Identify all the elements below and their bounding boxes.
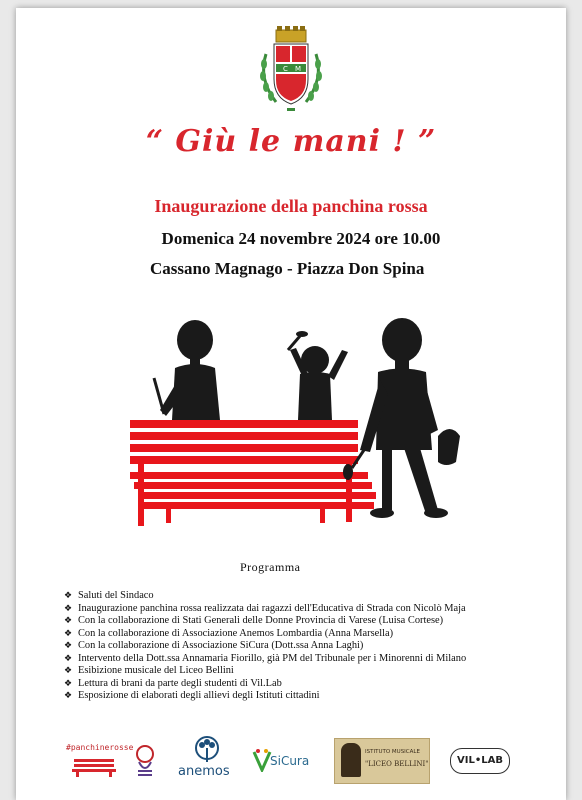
diamond-bullet-icon: ❖	[64, 677, 73, 688]
program-item	[64, 627, 466, 640]
diamond-bullet-icon: ❖	[64, 602, 73, 613]
red-bench-illustration	[120, 310, 480, 540]
program-item-text: Con la collaborazione di Stati Generali delle Donne Provincia di Varese (Luisa Cortese)	[78, 615, 444, 626]
program-item	[64, 689, 466, 702]
program-item	[64, 652, 466, 665]
program-item	[64, 602, 466, 615]
program-item-text: Inaugurazione panchina rossa realizzata dai ragazzi dell'Educativa di Strada con Nicolò Maja	[78, 602, 466, 614]
program-title: Programma	[240, 560, 301, 574]
event-date-time: Domenica 24 novembre 2024 ore 10.00	[161, 229, 441, 248]
diamond-bullet-icon: ❖	[64, 640, 73, 650]
event-headline: Inaugurazione della panchina rossa	[154, 196, 428, 216]
anemos-logo: anemos	[178, 736, 238, 784]
left-child-silhouette	[154, 320, 220, 420]
diamond-bullet-icon: ❖	[64, 665, 73, 675]
program-list	[64, 589, 466, 702]
program-item-text: Con la collaborazione di Associazione SiCura (Dott.ssa Anna Laghi)	[78, 640, 364, 651]
diamond-bullet-icon: ❖	[64, 590, 73, 600]
tree-icon	[192, 736, 222, 764]
slogan-title: “ Giù le mani ! ”	[145, 124, 437, 159]
portrait-icon	[341, 743, 361, 777]
program-item	[64, 614, 466, 627]
town-crest-icon	[256, 24, 326, 112]
diamond-bullet-icon: ❖	[64, 627, 73, 638]
liceo-bellini-logo: ISTITUTO MUSICALE "LICEO BELLINI"	[334, 738, 430, 784]
program-item-text: Esposizione di elaborati degli allievi degli Istituti cittadini	[78, 690, 320, 701]
diamond-bullet-icon: ❖	[64, 652, 73, 663]
program-item	[64, 589, 466, 602]
program-item	[64, 677, 466, 690]
stati-generali-donne-logo	[134, 744, 156, 778]
diamond-bullet-icon: ❖	[64, 615, 73, 625]
event-place: Cassano Magnago - Piazza Don Spina	[150, 259, 425, 278]
diamond-bullet-icon: ❖	[64, 690, 73, 700]
sicura-mark-icon	[252, 748, 272, 772]
sicura-logo: SiCura	[252, 742, 312, 778]
middle-child-silhouette	[288, 331, 348, 420]
small-bench-icon	[72, 755, 116, 777]
crest-letter-right: M	[295, 65, 302, 73]
program-item-text: Intervento della Dott.ssa Annamaria Fiorillo, già PM del Tribunale per i Minorenni di Milano	[78, 652, 467, 664]
program-item-text: Lettura di brani da parte degli studenti di Vil.Lab	[78, 677, 282, 689]
program-item-text: Con la collaborazione di Associazione Anemos Lombardia (Anna Marsella)	[78, 627, 394, 639]
program-item	[64, 664, 466, 677]
crest-letter-left: C	[283, 65, 288, 73]
panchinerosse-logo: #panchinerosse	[66, 743, 136, 783]
program-item	[64, 639, 466, 652]
villab-logo: VIL•LAB	[450, 748, 510, 774]
program-item-text: Saluti del Sindaco	[78, 590, 154, 601]
program-item-text: Esibizione musicale del Liceo Bellini	[78, 665, 234, 676]
sponsor-logos	[0, 730, 582, 790]
red-bench	[130, 420, 376, 526]
